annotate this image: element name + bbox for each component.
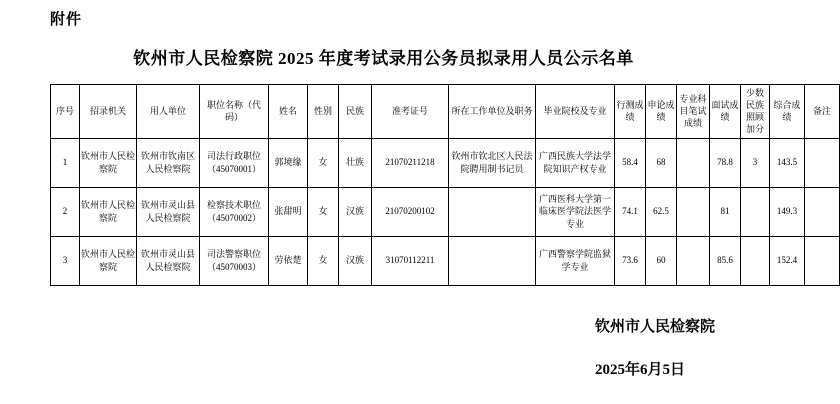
column-header-school-major: 毕业院校及专业 xyxy=(536,85,615,139)
cell-name: 劳依楚 xyxy=(269,236,308,285)
column-header-recruiting-agency: 招录机关 xyxy=(80,85,137,139)
cell-aptitude-score: 73.6 xyxy=(615,236,646,285)
cell-recruiting-agency: 钦州市人民检察院 xyxy=(80,138,137,187)
cell-exam-number: 21070200102 xyxy=(372,187,449,236)
cell-total-score: 143.5 xyxy=(770,138,805,187)
column-header-interview-score: 面试成绩 xyxy=(710,85,741,139)
cell-essay-score: 60 xyxy=(646,236,677,285)
column-header-index: 序号 xyxy=(51,85,80,139)
cell-index: 2 xyxy=(51,187,80,236)
table-row xyxy=(51,138,840,187)
table-header xyxy=(51,85,840,139)
cell-aptitude-score: 58.4 xyxy=(615,138,646,187)
cell-total-score: 152.4 xyxy=(770,236,805,285)
cell-professional-written-score xyxy=(677,187,710,236)
cell-employer-unit: 钦州市灵山县人民检察院 xyxy=(137,187,200,236)
cell-minority-bonus xyxy=(741,187,770,236)
cell-recruiting-agency: 钦州市人民检察院 xyxy=(80,236,137,285)
cell-school-major: 广西警察学院监狱学专业 xyxy=(536,236,615,285)
cell-ethnicity: 汉族 xyxy=(339,187,372,236)
column-header-employer-unit: 用人单位 xyxy=(137,85,200,139)
cell-index: 1 xyxy=(51,138,80,187)
cell-minority-bonus: 3 xyxy=(741,138,770,187)
column-header-workplace-position: 所在工作单位及职务 xyxy=(449,85,536,139)
column-header-total-score: 综合成绩 xyxy=(770,85,805,139)
cell-ethnicity: 壮族 xyxy=(339,138,372,187)
cell-employer-unit: 钦州市钦南区人民检察院 xyxy=(137,138,200,187)
public-notice-table xyxy=(50,84,840,286)
cell-essay-score: 68 xyxy=(646,138,677,187)
cell-school-major: 广西医科大学第一临床医学院法医学专业 xyxy=(536,187,615,236)
cell-professional-written-score xyxy=(677,236,710,285)
cell-remarks xyxy=(805,187,840,236)
column-header-name: 姓名 xyxy=(269,85,308,139)
attachment-label: 附件 xyxy=(50,12,83,28)
column-header-remarks: 备注 xyxy=(805,85,840,139)
cell-total-score: 149.3 xyxy=(770,187,805,236)
cell-employer-unit: 钦州市灵山县人民检察院 xyxy=(137,236,200,285)
cell-interview-score: 85.6 xyxy=(710,236,741,285)
cell-interview-score: 78.8 xyxy=(710,138,741,187)
table-row xyxy=(51,187,840,236)
table-body xyxy=(51,138,840,285)
cell-minority-bonus xyxy=(741,236,770,285)
cell-index: 3 xyxy=(51,236,80,285)
cell-aptitude-score: 74.1 xyxy=(615,187,646,236)
column-header-professional-written-score: 专业科目笔试成绩 xyxy=(677,85,710,139)
column-header-minority-bonus: 少数民族照顾加分 xyxy=(741,85,770,139)
cell-position-name: 检察技术职位（45070002） xyxy=(200,187,269,236)
cell-gender: 女 xyxy=(308,187,339,236)
cell-exam-number: 21070211218 xyxy=(372,138,449,187)
cell-name: 张甜明 xyxy=(269,187,308,236)
cell-professional-written-score xyxy=(677,138,710,187)
column-header-position-name: 职位名称（代码） xyxy=(200,85,269,139)
cell-gender: 女 xyxy=(308,138,339,187)
table-row xyxy=(51,236,840,285)
cell-gender: 女 xyxy=(308,236,339,285)
column-header-ethnicity: 民族 xyxy=(339,85,372,139)
table-header-row xyxy=(51,85,840,139)
cell-name: 郭境缘 xyxy=(269,138,308,187)
signature-block xyxy=(595,315,715,379)
cell-recruiting-agency: 钦州市人民检察院 xyxy=(80,187,137,236)
column-header-essay-score: 申论成绩 xyxy=(646,85,677,139)
cell-exam-number: 31070112211 xyxy=(372,236,449,285)
cell-position-name: 司法行政职位（45070001） xyxy=(200,138,269,187)
public-notice-table-wrapper xyxy=(50,84,831,286)
cell-remarks xyxy=(805,138,840,187)
cell-school-major: 广西民族大学法学院知识产权专业 xyxy=(536,138,615,187)
cell-workplace-position: 钦州市钦北区人民法院聘用制书记员 xyxy=(449,138,536,187)
cell-workplace-position xyxy=(449,187,536,236)
cell-position-name: 司法警察职位（45070003） xyxy=(200,236,269,285)
column-header-gender: 性别 xyxy=(308,85,339,139)
column-header-aptitude-score: 行测成绩 xyxy=(615,85,646,139)
cell-essay-score: 62.5 xyxy=(646,187,677,236)
signature-date: 2025年6月5日 xyxy=(594,362,685,378)
signature-organization: 钦州市人民检察院 xyxy=(594,319,715,335)
cell-workplace-position xyxy=(449,236,536,285)
page-title: 钦州市人民检察院 2025 年度考试录用公务员拟录用人员公示名单 xyxy=(133,49,634,68)
cell-ethnicity: 汉族 xyxy=(339,236,372,285)
cell-interview-score: 81 xyxy=(710,187,741,236)
cell-remarks xyxy=(805,236,840,285)
column-header-exam-number: 准考证号 xyxy=(372,85,449,139)
